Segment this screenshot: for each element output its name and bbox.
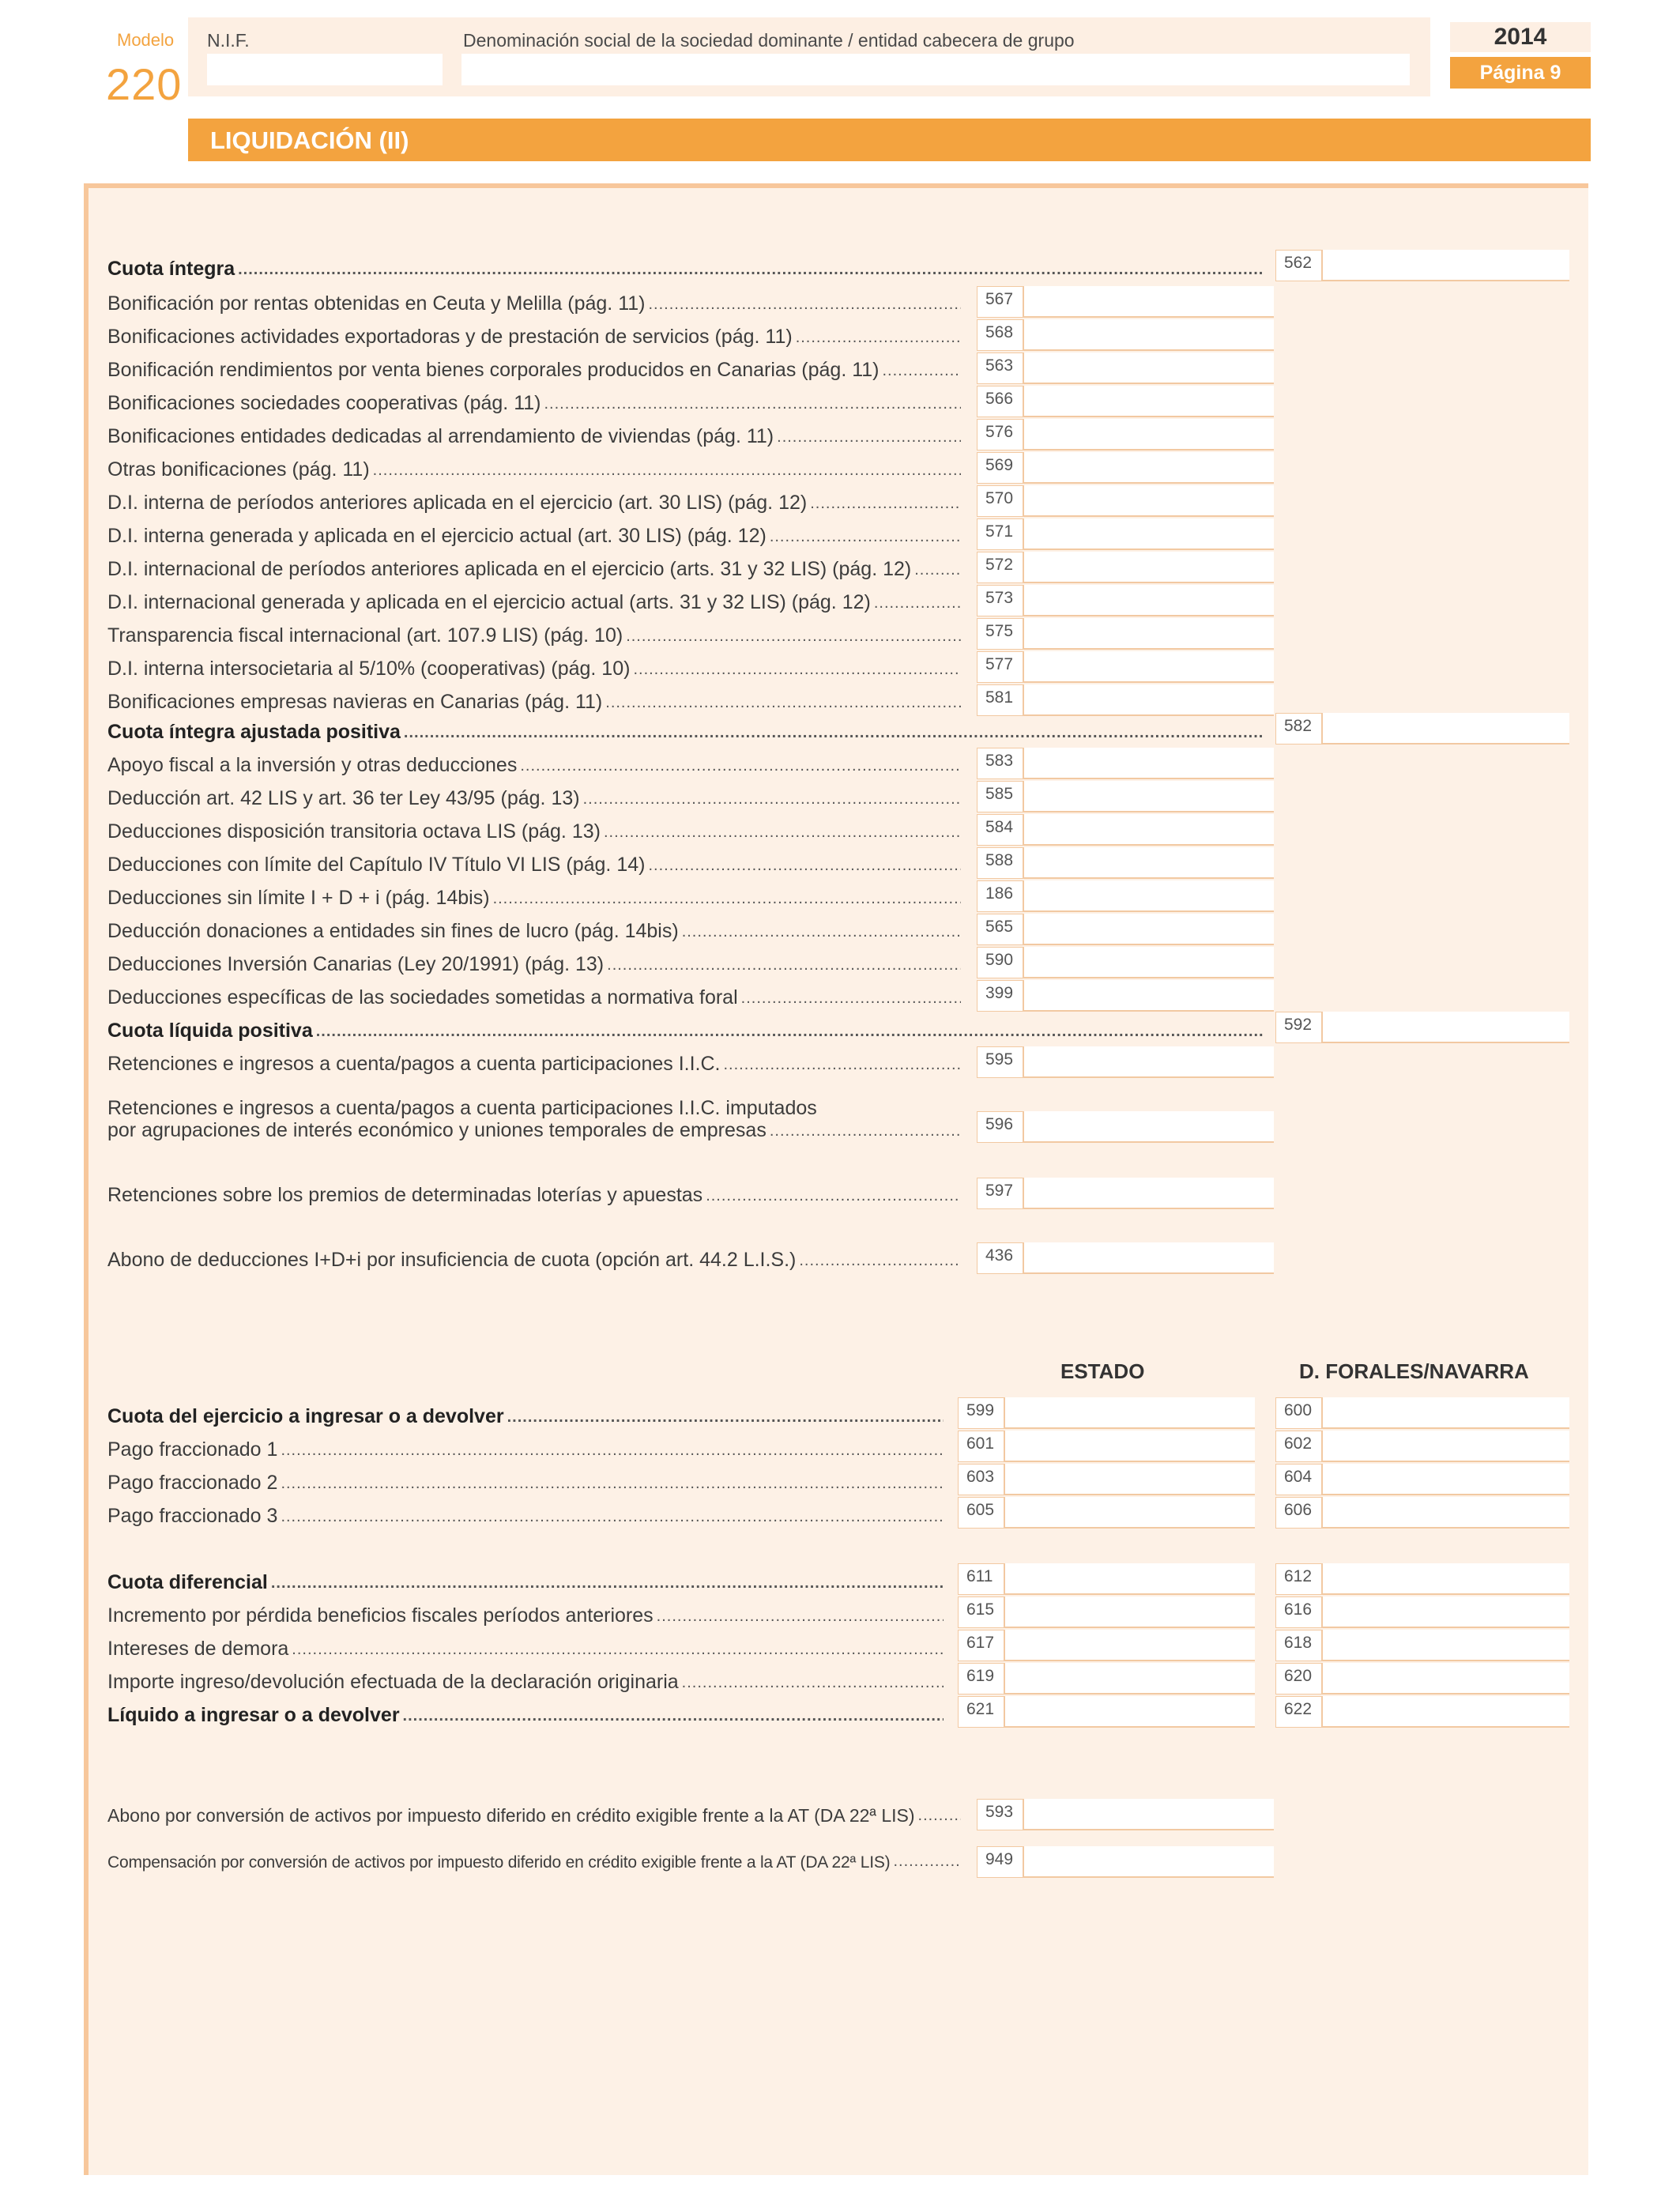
row-label-617	[107, 1638, 944, 1661]
leader-dots	[741, 990, 961, 1009]
box-585	[977, 781, 1274, 812]
label-text: por agrupaciones de interés económico y uniones temporales de empresas	[107, 1119, 767, 1141]
box-code: 186	[977, 880, 1024, 912]
label-text: Bonificación rendimientos por venta bienes corporales producidos en Canarias (pág. 11)	[107, 359, 880, 381]
amount-input[interactable]	[1323, 1630, 1569, 1661]
label-text: Pago fraccionado 2	[107, 1472, 278, 1494]
leader-dots	[918, 1807, 961, 1826]
box-615	[958, 1596, 1255, 1628]
amount-input[interactable]	[1024, 980, 1274, 1012]
row-label-186	[107, 887, 961, 910]
box-code: 619	[958, 1663, 1005, 1695]
label-text: Deducciones específicas de las sociedades sometidas a normativa foral	[107, 986, 738, 1008]
box-573	[977, 585, 1274, 616]
leader-dots	[292, 1641, 944, 1661]
box-code: 605	[958, 1497, 1005, 1529]
amount-input[interactable]	[1024, 748, 1274, 779]
year-badge: 2014	[1450, 22, 1591, 52]
leader-dots	[238, 261, 1263, 281]
amount-input[interactable]	[1024, 485, 1274, 517]
box-605	[958, 1497, 1255, 1529]
amount-input[interactable]	[1323, 1596, 1569, 1628]
row-label-567	[107, 292, 961, 315]
box-code: 621	[958, 1696, 1005, 1728]
row-label-572	[107, 558, 961, 581]
leader-dots	[648, 857, 961, 876]
leader-dots	[770, 528, 961, 548]
label-text: Bonificaciones sociedades cooperativas (pág. 11)	[107, 392, 541, 414]
label-text: Cuota líquida positiva	[107, 1020, 313, 1042]
leader-dots	[281, 1508, 944, 1528]
label-text: Compensación por conversión de activos por impuesto diferido en crédito exigible frente a la AT (DA 22ª LIS)	[107, 1853, 891, 1872]
label-text: Deducción donaciones a entidades sin fines de lucro (pág. 14bis)	[107, 920, 679, 942]
box-186	[977, 880, 1274, 912]
box-code: 597	[977, 1178, 1024, 1209]
box-566	[977, 386, 1274, 417]
label-text: Deducción art. 42 LIS y art. 36 ter Ley 43/95 (pág. 13)	[107, 787, 580, 809]
box-621	[958, 1696, 1255, 1728]
box-622	[1275, 1696, 1569, 1728]
box-code: 572	[977, 552, 1024, 583]
leader-dots	[626, 628, 961, 647]
box-code: 562	[1275, 250, 1323, 281]
leader-dots	[520, 757, 961, 777]
box-code: 599	[958, 1397, 1005, 1429]
box-399	[977, 980, 1274, 1012]
leader-dots	[493, 890, 961, 910]
nif-field[interactable]	[207, 54, 443, 85]
label-text: Retenciones e ingresos a cuenta/pagos a cuenta participaciones I.I.C.	[107, 1053, 721, 1075]
box-code: 618	[1275, 1630, 1323, 1661]
amount-input[interactable]	[1323, 1563, 1569, 1595]
box-code: 606	[1275, 1497, 1323, 1529]
amount-input[interactable]	[1024, 319, 1274, 351]
box-575	[977, 618, 1274, 650]
box-code: 568	[977, 319, 1024, 351]
amount-input[interactable]	[1005, 1563, 1255, 1595]
amount-input[interactable]	[1024, 1046, 1274, 1078]
box-593	[977, 1799, 1274, 1830]
amount-input[interactable]	[1005, 1431, 1255, 1462]
box-code: 570	[977, 485, 1024, 517]
row-label-571	[107, 525, 961, 548]
box-567	[977, 286, 1274, 318]
box-code: 577	[977, 651, 1024, 683]
box-code: 596	[977, 1111, 1024, 1143]
amount-input[interactable]	[1323, 713, 1569, 745]
leader-dots	[271, 1574, 944, 1594]
label-text: Abono por conversión de activos por impuesto diferido en crédito exigible frente a la AT (DA 22ª LIS)	[107, 1805, 915, 1826]
box-563	[977, 352, 1274, 384]
box-584	[977, 814, 1274, 846]
box-code: 571	[977, 518, 1024, 550]
box-code: 582	[1275, 713, 1323, 745]
box-code: 602	[1275, 1431, 1323, 1462]
leader-dots	[507, 1408, 944, 1428]
amount-input[interactable]	[1024, 1242, 1274, 1274]
amount-input[interactable]	[1005, 1663, 1255, 1695]
label-text: Deducciones sin límite I + D + i (pág. 14bis)	[107, 887, 490, 909]
leader-dots	[796, 329, 961, 349]
box-code: 592	[1275, 1012, 1323, 1043]
box-603	[958, 1464, 1255, 1495]
amount-input[interactable]	[1024, 419, 1274, 450]
label-text: D.I. interna intersocietaria al 5/10% (cooperativas) (pág. 10)	[107, 658, 631, 680]
box-602	[1275, 1431, 1569, 1462]
amount-input[interactable]	[1323, 1397, 1569, 1429]
row-label-599	[107, 1405, 944, 1428]
row-label-597	[107, 1184, 961, 1207]
label-text: Bonificación por rentas obtenidas en Ceuta y Melilla (pág. 11)	[107, 292, 646, 315]
label-text: Incremento por pérdida beneficios fiscales períodos anteriores	[107, 1604, 654, 1627]
box-572	[977, 552, 1274, 583]
row-label-583	[107, 754, 961, 777]
box-436	[977, 1242, 1274, 1274]
box-588	[977, 847, 1274, 879]
box-606	[1275, 1497, 1569, 1529]
box-code: 565	[977, 914, 1024, 945]
label-text: Deducciones con límite del Capítulo IV Título VI LIS (pág. 14)	[107, 854, 646, 876]
label-text: Transparencia fiscal internacional (art. 107.9 LIS) (pág. 10)	[107, 624, 623, 647]
label-text: D.I. internacional de períodos anteriores aplicada en el ejercicio (arts. 31 y 32 LIS) (pág. 12)	[107, 558, 912, 580]
amount-input[interactable]	[1024, 1799, 1274, 1830]
row-label-590	[107, 953, 961, 976]
row-label-595	[107, 1053, 961, 1076]
box-619	[958, 1663, 1255, 1695]
denominacion-field[interactable]	[461, 54, 1410, 85]
amount-input[interactable]	[1024, 518, 1274, 550]
box-618	[1275, 1630, 1569, 1661]
label-text: D.I. internacional generada y aplicada en el ejercicio actual (arts. 31 y 32 LIS) (pág. 12)	[107, 591, 871, 613]
label-text: Apoyo fiscal a la inversión y otras deducciones	[107, 754, 518, 776]
leader-dots	[607, 956, 961, 976]
label-text: Líquido a ingresar o a devolver	[107, 1704, 400, 1726]
label-text: Intereses de demora	[107, 1638, 289, 1660]
row-label-399	[107, 986, 961, 1009]
box-571	[977, 518, 1274, 550]
nif-label: N.I.F.	[207, 30, 250, 51]
leader-dots	[657, 1608, 944, 1627]
leader-dots	[682, 1674, 944, 1694]
amount-input[interactable]	[1024, 552, 1274, 583]
leader-dots	[633, 661, 961, 680]
box-620	[1275, 1663, 1569, 1695]
row-label-621	[107, 1704, 944, 1727]
box-577	[977, 651, 1274, 683]
modelo-label: Modelo	[117, 30, 175, 50]
leader-dots	[404, 724, 1263, 744]
leader-dots	[605, 694, 961, 714]
box-570	[977, 485, 1274, 517]
box-599	[958, 1397, 1255, 1429]
box-code: 949	[977, 1846, 1024, 1878]
row-label-582	[107, 721, 1263, 744]
amount-input[interactable]	[1323, 1696, 1569, 1728]
row-label-436	[107, 1249, 961, 1272]
amount-input[interactable]	[1024, 947, 1274, 978]
row-label-593	[107, 1805, 961, 1826]
box-code: 622	[1275, 1696, 1323, 1728]
box-617	[958, 1630, 1255, 1661]
box-592	[1275, 1012, 1569, 1043]
row-label-562	[107, 258, 1263, 281]
box-576	[977, 419, 1274, 450]
box-569	[977, 452, 1274, 484]
amount-input[interactable]	[1323, 1012, 1569, 1043]
box-code: 603	[958, 1464, 1005, 1495]
box-596	[977, 1111, 1274, 1143]
label-text: Bonificaciones empresas navieras en Canarias (pág. 11)	[107, 691, 603, 713]
box-600	[1275, 1397, 1569, 1429]
box-597	[977, 1178, 1274, 1209]
modelo-number: 220	[106, 59, 183, 109]
amount-input[interactable]	[1024, 1846, 1274, 1878]
leader-dots	[403, 1707, 944, 1727]
amount-input[interactable]	[1005, 1397, 1255, 1429]
amount-input[interactable]	[1323, 1663, 1569, 1695]
box-code: 566	[977, 386, 1024, 417]
label-text: D.I. interna de períodos anteriores aplicada en el ejercicio (art. 30 LIS) (pág. 12)	[107, 492, 808, 514]
label-text: Cuota íntegra ajustada positiva	[107, 721, 401, 743]
row-label-577	[107, 658, 961, 680]
label-text: Deducciones Inversión Canarias (Ley 20/1991) (pág. 13)	[107, 953, 605, 975]
box-code: 590	[977, 947, 1024, 978]
leader-dots	[316, 1023, 1263, 1042]
amount-input[interactable]	[1024, 651, 1274, 683]
box-568	[977, 319, 1274, 351]
amount-input[interactable]	[1024, 452, 1274, 484]
row-label-611	[107, 1571, 944, 1594]
label-text: Deducciones disposición transitoria octava LIS (pág. 13)	[107, 820, 601, 843]
box-601	[958, 1431, 1255, 1462]
label-text: Pago fraccionado 3	[107, 1505, 278, 1527]
box-code: 601	[958, 1431, 1005, 1462]
amount-input[interactable]	[1024, 386, 1274, 417]
amount-input[interactable]	[1024, 684, 1274, 716]
box-code: 611	[958, 1563, 1005, 1595]
box-code: 588	[977, 847, 1024, 879]
box-code: 620	[1275, 1663, 1323, 1695]
row-label-568	[107, 326, 961, 349]
box-code: 600	[1275, 1397, 1323, 1429]
section-title: LIQUIDACIÓN (II)	[188, 119, 1591, 161]
leader-dots	[373, 462, 961, 481]
row-label-585	[107, 787, 961, 810]
box-612	[1275, 1563, 1569, 1595]
box-code: 563	[977, 352, 1024, 384]
label-text: Pago fraccionado 1	[107, 1438, 278, 1461]
column-header-forales: D. FORALES/NAVARRA	[1299, 1359, 1529, 1383]
amount-input[interactable]	[1323, 250, 1569, 281]
box-code: 583	[977, 748, 1024, 779]
amount-input[interactable]	[1024, 1111, 1274, 1143]
box-code: 616	[1275, 1596, 1323, 1628]
box-616	[1275, 1596, 1569, 1628]
header-box	[188, 17, 1430, 96]
amount-input[interactable]	[1323, 1464, 1569, 1495]
box-562	[1275, 250, 1569, 281]
box-code: 612	[1275, 1563, 1323, 1595]
leader-dots	[682, 923, 961, 943]
leader-dots	[648, 296, 961, 315]
amount-input[interactable]	[1005, 1464, 1255, 1495]
row-label-581	[107, 691, 961, 714]
amount-input[interactable]	[1024, 352, 1274, 384]
row-label-565	[107, 920, 961, 943]
box-code: 615	[958, 1596, 1005, 1628]
leader-dots	[770, 1122, 961, 1142]
box-code: 436	[977, 1242, 1024, 1274]
row-label-575	[107, 624, 961, 647]
label-text: Importe ingreso/devolución efectuada de la declaración originaria	[107, 1671, 679, 1693]
label-text: Retenciones sobre los premios de determinadas loterías y apuestas	[107, 1184, 703, 1206]
label-text: Abono de deducciones I+D+i por insuficiencia de cuota (opción art. 44.2 L.I.S.)	[107, 1249, 797, 1271]
form-panel	[84, 183, 1588, 2175]
leader-dots	[893, 1853, 961, 1872]
amount-input[interactable]	[1024, 847, 1274, 879]
amount-input[interactable]	[1024, 1178, 1274, 1209]
box-565	[977, 914, 1274, 945]
row-label-584	[107, 820, 961, 843]
row-label-573	[107, 591, 961, 614]
leader-dots	[777, 428, 961, 448]
box-code: 617	[958, 1630, 1005, 1661]
box-code: 399	[977, 980, 1024, 1012]
box-code: 595	[977, 1046, 1024, 1078]
leader-dots	[810, 495, 961, 515]
leader-dots	[583, 790, 961, 810]
box-code: 567	[977, 286, 1024, 318]
box-611	[958, 1563, 1255, 1595]
box-604	[1275, 1464, 1569, 1495]
denominacion-label: Denominación social de la sociedad dominante / entidad cabecera de grupo	[463, 30, 1075, 51]
row-label-592	[107, 1020, 1263, 1042]
amount-input[interactable]	[1024, 814, 1274, 846]
row-label-596-line2	[107, 1119, 961, 1142]
amount-input[interactable]	[1005, 1497, 1255, 1529]
page-badge: Página 9	[1450, 57, 1591, 89]
box-949	[977, 1846, 1274, 1878]
box-583	[977, 748, 1274, 779]
box-590	[977, 947, 1274, 978]
amount-input[interactable]	[1024, 880, 1274, 912]
leader-dots	[544, 395, 961, 415]
box-code: 575	[977, 618, 1024, 650]
row-label-601	[107, 1438, 944, 1461]
amount-input[interactable]	[1005, 1630, 1255, 1661]
box-code: 604	[1275, 1464, 1323, 1495]
leader-dots	[723, 1056, 961, 1076]
label-text: Otras bonificaciones (pág. 11)	[107, 458, 370, 481]
row-label-949	[107, 1853, 961, 1872]
box-582	[1275, 713, 1569, 745]
leader-dots	[914, 561, 961, 581]
column-header-estado: ESTADO	[1060, 1359, 1145, 1383]
label-text: Cuota íntegra	[107, 258, 235, 280]
amount-input[interactable]	[1024, 781, 1274, 812]
box-581	[977, 684, 1274, 716]
amount-input[interactable]	[1024, 914, 1274, 945]
row-label-563	[107, 359, 961, 382]
box-code: 573	[977, 585, 1024, 616]
leader-dots	[874, 594, 961, 614]
box-code: 585	[977, 781, 1024, 812]
amount-input[interactable]	[1024, 585, 1274, 616]
amount-input[interactable]	[1323, 1497, 1569, 1529]
row-label-569	[107, 458, 961, 481]
amount-input[interactable]	[1024, 618, 1274, 650]
leader-dots	[281, 1475, 944, 1495]
label-text: D.I. interna generada y aplicada en el ejercicio actual (art. 30 LIS) (pág. 12)	[107, 525, 767, 547]
row-label-596-line1	[107, 1097, 961, 1120]
label-text: Cuota diferencial	[107, 1571, 268, 1593]
box-code: 593	[977, 1799, 1024, 1830]
box-code: 584	[977, 814, 1024, 846]
label-text: Cuota del ejercicio a ingresar o a devolver	[107, 1405, 504, 1427]
amount-input[interactable]	[1005, 1696, 1255, 1728]
box-code: 569	[977, 452, 1024, 484]
row-label-603	[107, 1472, 944, 1495]
amount-input[interactable]	[1005, 1596, 1255, 1628]
leader-dots	[281, 1442, 944, 1461]
box-code: 576	[977, 419, 1024, 450]
label-text: Retenciones e ingresos a cuenta/pagos a cuenta participaciones I.I.C. imputados	[107, 1097, 817, 1119]
box-code: 581	[977, 684, 1024, 716]
box-595	[977, 1046, 1274, 1078]
row-label-588	[107, 854, 961, 876]
row-label-619	[107, 1671, 944, 1694]
amount-input[interactable]	[1024, 286, 1274, 318]
row-label-576	[107, 425, 961, 448]
row-label-566	[107, 392, 961, 415]
amount-input[interactable]	[1323, 1431, 1569, 1462]
label-text: Bonificaciones actividades exportadoras y de prestación de servicios (pág. 11)	[107, 326, 793, 348]
leader-dots	[604, 824, 961, 843]
row-label-615	[107, 1604, 944, 1627]
label-text: Bonificaciones entidades dedicadas al arrendamiento de viviendas (pág. 11)	[107, 425, 774, 447]
row-label-570	[107, 492, 961, 515]
row-label-605	[107, 1505, 944, 1528]
leader-dots	[706, 1187, 961, 1207]
leader-dots	[883, 362, 962, 382]
leader-dots	[799, 1252, 961, 1272]
